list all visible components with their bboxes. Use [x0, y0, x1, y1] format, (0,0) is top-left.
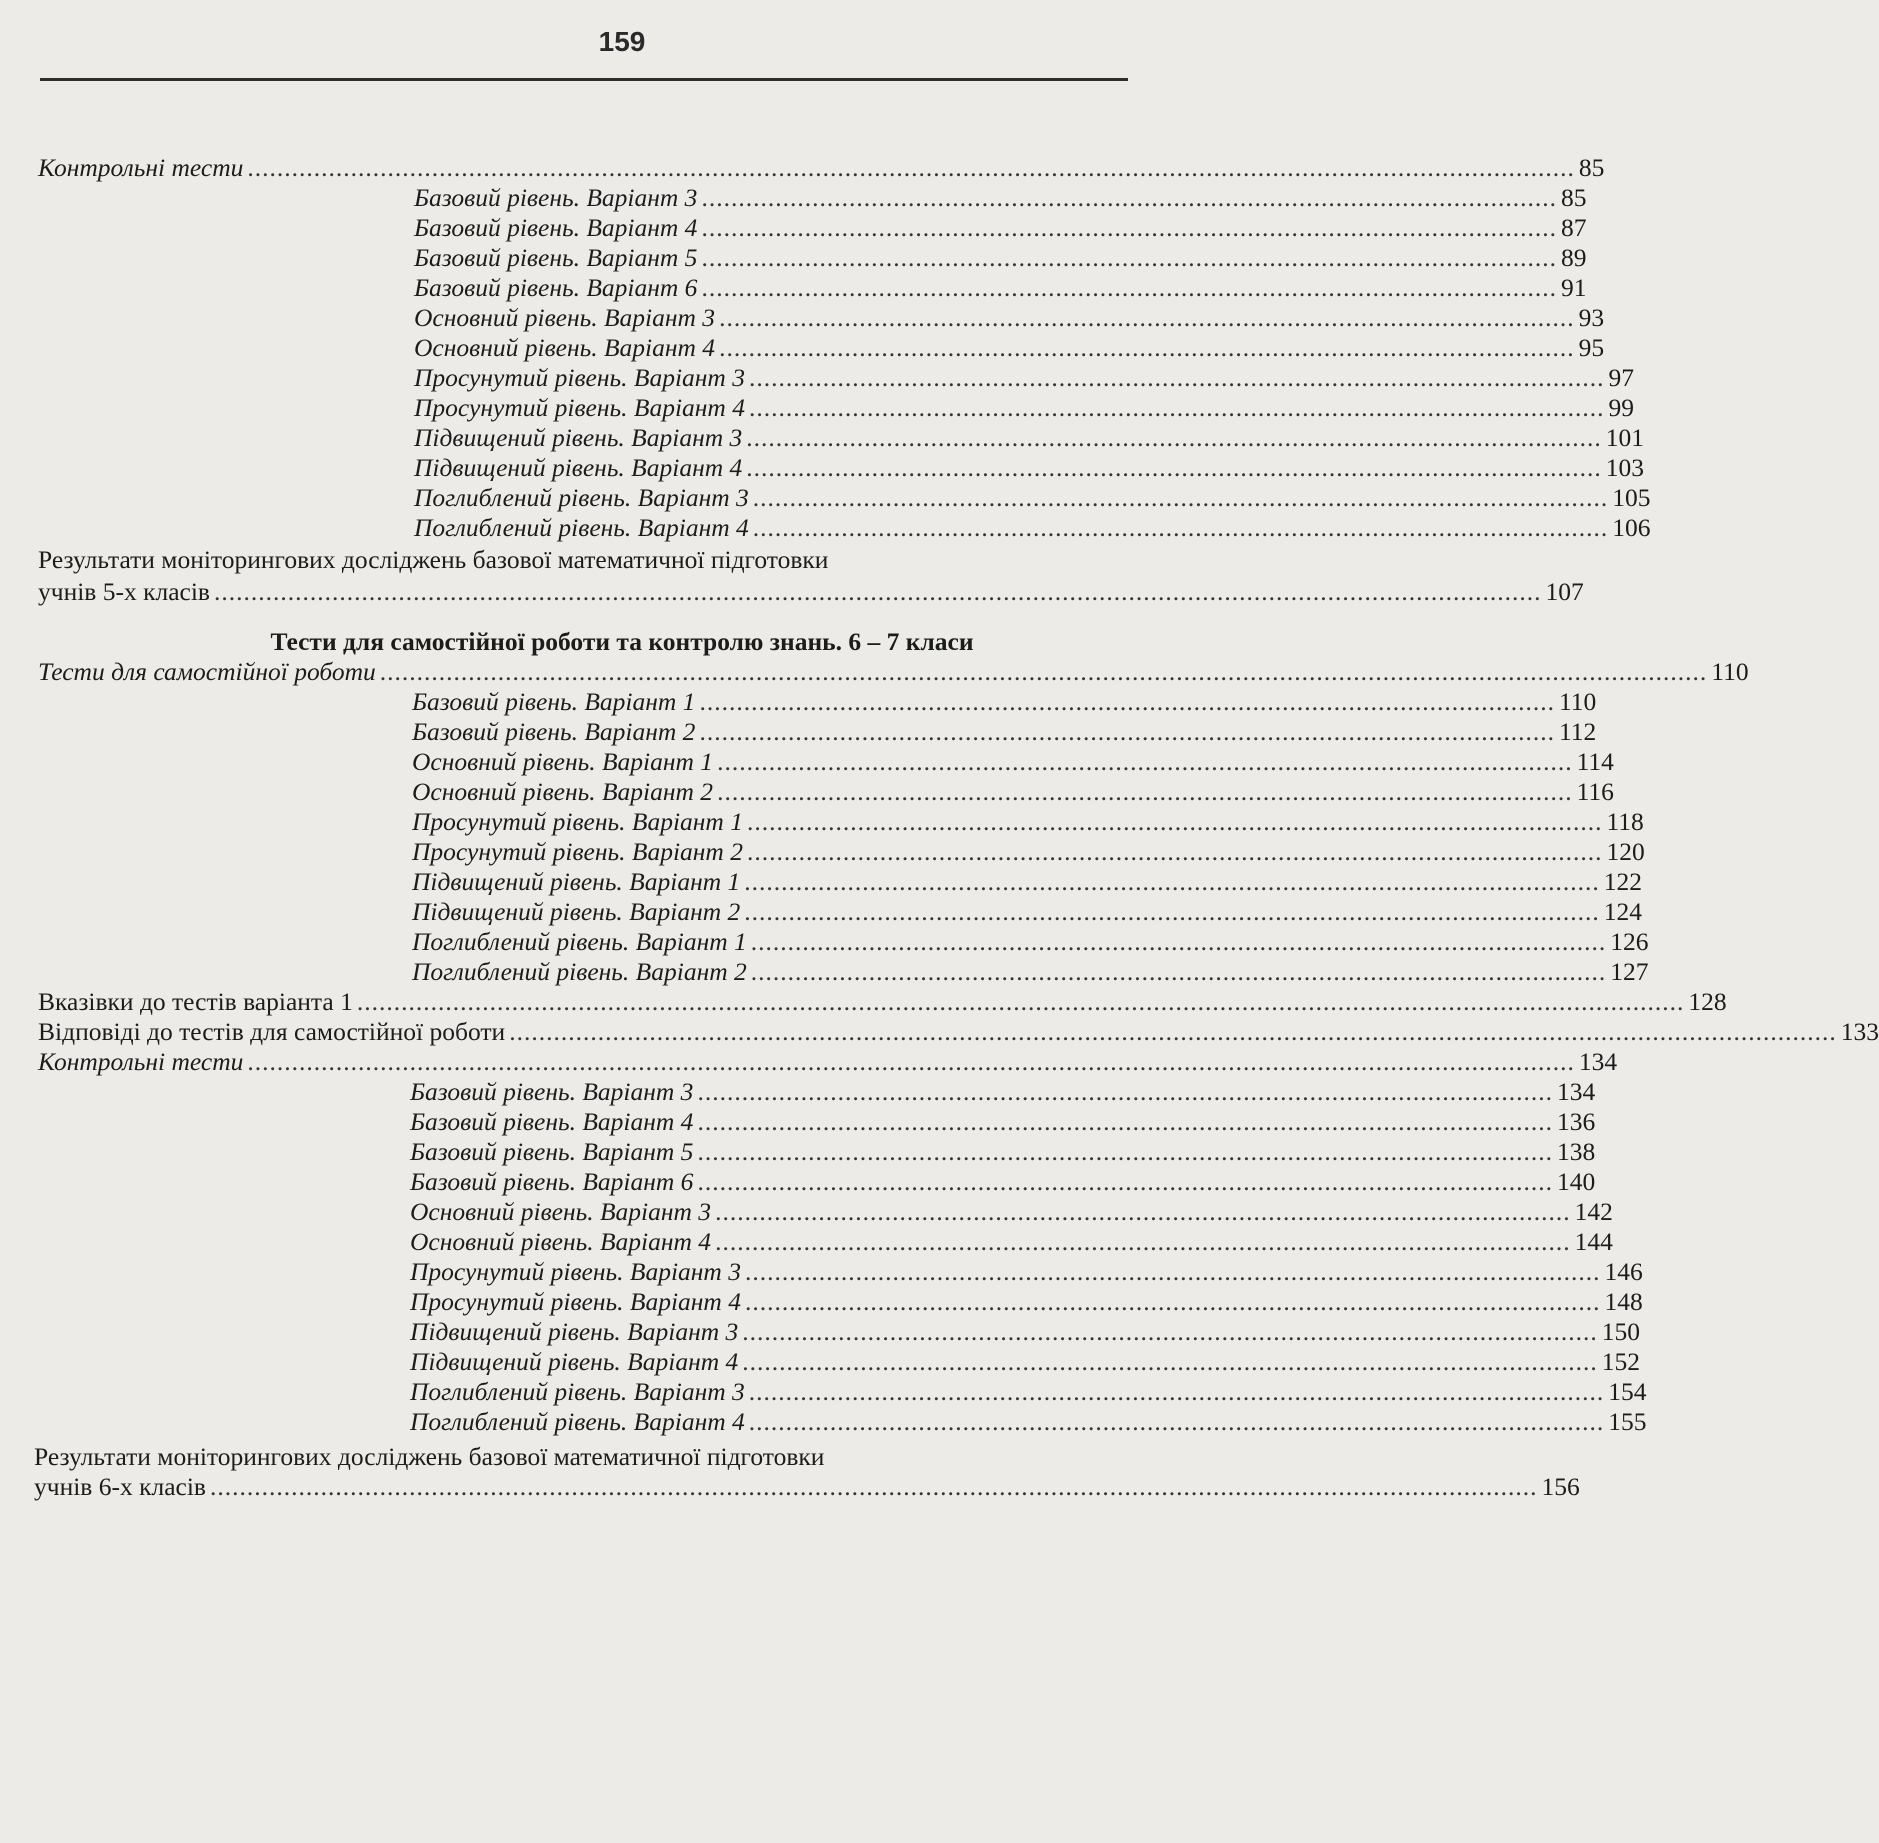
toc-entry-page: 133	[1840, 1017, 1879, 1046]
toc-entry[interactable]: Основний рівень. Варіант 2 .................................................................................................................... 116	[412, 777, 1614, 806]
toc-entry[interactable]: Базовий рівень. Варіант 2 .................................................................................................................... 112	[412, 717, 1597, 746]
toc-entry[interactable]: Основний рівень. Варіант 4 .................................................................................................................... 144	[410, 1227, 1613, 1256]
leader-dots: ....................................................................................................................................................................................	[356, 987, 1685, 1016]
toc-entry-control-tests-6[interactable]	[38, 1047, 1618, 1077]
leader-dots: ....................................................................................................................................................................................	[209, 1472, 1538, 1501]
toc-entry[interactable]: Просунутий рівень. Варіант 3 .................................................................................................................... 97	[414, 363, 1634, 392]
toc-entry[interactable]: Основний рівень. Варіант 3 .................................................................................................................... 142	[410, 1197, 1613, 1226]
toc-entry-page: 107	[1545, 577, 1584, 606]
toc-entry-page: 110	[1711, 657, 1749, 686]
toc-entry[interactable]: Підвищений рівень. Варіант 1 .................................................................................................................... 122	[412, 867, 1643, 896]
toc-entry[interactable]: Базовий рівень. Варіант 5 .................................................................................................................... 138	[410, 1137, 1596, 1166]
toc-entry[interactable]: Базовий рівень. Варіант 3 .................................................................................................................... 85	[414, 183, 1587, 212]
toc-entry[interactable]: Базовий рівень. Варіант 1 .................................................................................................................... 110	[412, 687, 1597, 716]
page-number: 159	[598, 26, 646, 57]
toc-entry-page: 156	[1541, 1472, 1580, 1501]
toc-entry[interactable]: Базовий рівень. Варіант 6 .................................................................................................................... 91	[414, 273, 1587, 302]
toc-entry[interactable]: Просунутий рівень. Варіант 3 .................................................................................................................... 146	[410, 1257, 1643, 1286]
toc-entry[interactable]: Поглиблений рівень. Варіант 2 .................................................................................................................... 127	[412, 957, 1649, 986]
toc-entry-results-5[interactable]	[38, 577, 1584, 607]
toc-entry[interactable]: Базовий рівень. Варіант 4 .................................................................................................................... 87	[414, 213, 1587, 242]
toc-entry-control-tests[interactable]	[38, 153, 1605, 183]
toc-entry[interactable]: Поглиблений рівень. Варіант 3 .................................................................................................................... 154	[410, 1377, 1647, 1406]
toc-entry-results-6[interactable]	[34, 1472, 1580, 1502]
toc-entry-page: 134	[1578, 1047, 1618, 1076]
toc-entry-label: Вказівки до тестів варіанта 1	[38, 987, 353, 1016]
toc-entry[interactable]: Підвищений рівень. Варіант 3 .................................................................................................................... 101	[414, 423, 1645, 452]
toc-entry[interactable]: Базовий рівень. Варіант 3 .................................................................................................................... 134	[410, 1077, 1596, 1106]
leader-dots: ....................................................................................................................................................................................	[247, 153, 1575, 182]
leader-dots: ....................................................................................................................................................................................	[213, 577, 1542, 606]
toc-entry[interactable]: Основний рівень. Варіант 1 .................................................................................................................... 114	[412, 747, 1614, 776]
toc-entry[interactable]: Поглиблений рівень. Варіант 1 .................................................................................................................... 126	[412, 927, 1649, 956]
toc-entry[interactable]: Просунутий рівень. Варіант 4 .................................................................................................................... 99	[414, 393, 1634, 422]
toc-entry-self-tests[interactable]	[38, 657, 1749, 687]
toc-entry[interactable]: Просунутий рівень. Варіант 4 .................................................................................................................... 148	[410, 1287, 1643, 1316]
toc-entry[interactable]: Основний рівень. Варіант 4 .................................................................................................................... 95	[414, 333, 1605, 362]
toc-entry-label: Відповіді до тестів для самостійної роботи	[38, 1017, 506, 1046]
toc-entry-results-5-line1: Результати моніторингових досліджень базової математичної підготовки	[38, 545, 829, 574]
toc-entry[interactable]: Підвищений рівень. Варіант 4 .................................................................................................................... 103	[414, 453, 1645, 482]
toc-entry-page: 128	[1688, 987, 1727, 1016]
toc-entry[interactable]: Основний рівень. Варіант 3 .................................................................................................................... 93	[414, 303, 1605, 332]
header-rule	[40, 78, 1128, 81]
toc-entry-label: учнів 6-х класів	[34, 1472, 206, 1501]
section-heading: Тести для самостійної роботи та контролю знань. 6 – 7 класи	[270, 627, 974, 656]
toc-entry-results-6-line1: Результати моніторингових досліджень базової математичної підготовки	[34, 1442, 825, 1471]
toc-entry-answers[interactable]	[38, 1017, 1879, 1047]
leader-dots: ....................................................................................................................................................................................	[247, 1047, 1575, 1076]
toc-entry-hints[interactable]	[38, 987, 1727, 1017]
toc-entry[interactable]: Просунутий рівень. Варіант 1 .................................................................................................................... 118	[412, 807, 1644, 836]
toc-entry[interactable]: Підвищений рівень. Варіант 2 .................................................................................................................... 124	[412, 897, 1643, 926]
toc-entry[interactable]: Просунутий рівень. Варіант 2 .................................................................................................................... 120	[412, 837, 1645, 866]
leader-dots: ....................................................................................................................................................................................	[379, 657, 1708, 686]
toc-entry[interactable]: Поглиблений рівень. Варіант 3 .................................................................................................................... 105	[414, 483, 1651, 512]
toc-entry-label: учнів 5-х класів	[38, 577, 210, 606]
toc-entry[interactable]: Базовий рівень. Варіант 5 .................................................................................................................... 89	[414, 243, 1587, 272]
toc-entry-label: Контрольні тести	[38, 1047, 244, 1076]
toc-entry[interactable]: Поглиблений рівень. Варіант 4 .................................................................................................................... 155	[410, 1407, 1647, 1436]
toc-entry-page: 85	[1578, 153, 1605, 182]
leader-dots: ....................................................................................................................................................................................	[509, 1017, 1837, 1046]
toc-entry[interactable]: Базовий рівень. Варіант 4 .................................................................................................................... 136	[410, 1107, 1596, 1136]
toc-entry[interactable]: Підвищений рівень. Варіант 3 .................................................................................................................... 150	[410, 1317, 1641, 1346]
toc-entry[interactable]: Базовий рівень. Варіант 6 .................................................................................................................... 140	[410, 1167, 1596, 1196]
toc-entry-label: Тести для самостійної роботи	[38, 657, 376, 686]
toc-entry-label: Контрольні тести	[38, 153, 244, 182]
toc-entry[interactable]: Підвищений рівень. Варіант 4 .................................................................................................................... 152	[410, 1347, 1641, 1376]
toc-entry[interactable]: Поглиблений рівень. Варіант 4 .................................................................................................................... 106	[414, 513, 1651, 542]
